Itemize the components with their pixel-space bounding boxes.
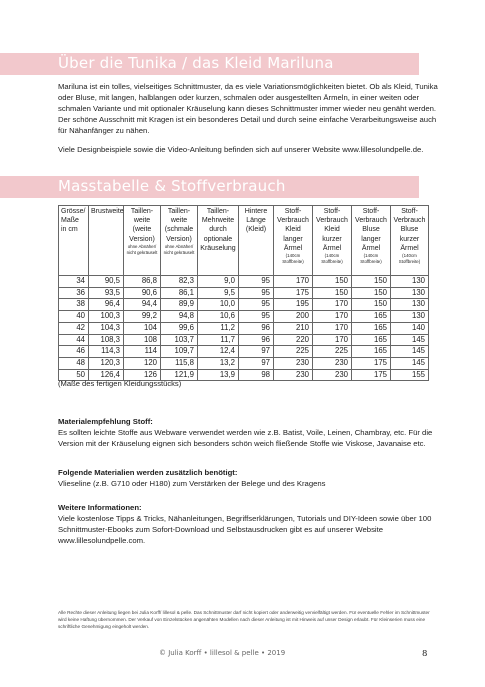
- table-cell: 109,7: [161, 346, 198, 358]
- table-cell: 150: [352, 276, 391, 288]
- table-cell: 145: [391, 346, 429, 358]
- section-title-tunika: Über die Tunika / das Kleid Mariluna: [58, 54, 334, 72]
- table-cell: 225: [313, 346, 352, 358]
- table-cell: 130: [391, 311, 429, 323]
- table-cell: 120: [124, 357, 161, 369]
- intro-paragraph: Mariluna ist ein tolles, vielseitiges Schnittmuster, da es viele Variationsmöglichkeiten bietet. Ob als Kleid, Tunika oder Bluse, mit langen, halblangen oder kurzen, schmalen oder ausgestellten Ärmeln, in einer weiten oder schmalen Variante und mit optionaler Kräuselung kann dieses Schnittmuster immer wieder neu genäht werden. Der schöne Ausschnitt mit Kragen ist ein besonderes Detail und durch seine einfache Verarbeitungsweise auch für Nähanfänger zu nähen.: [58, 82, 438, 136]
- table-cell: 225: [274, 346, 313, 358]
- table-cell: 175: [274, 287, 313, 299]
- table-cell: 121,9: [161, 369, 198, 381]
- video-paragraph: Viele Designbeispiele sowie die Video-Anleitung befinden sich auf unserer Website www.lillesolundpelle.de.: [58, 145, 424, 154]
- table-cell: 98: [239, 369, 274, 381]
- needed-paragraph: [58, 467, 438, 489]
- table-row: [59, 357, 429, 369]
- needed-text: Vlieseline (z.B. G710 oder H180) zum Verstärken der Belege und des Kragens: [58, 479, 326, 489]
- info-text: Viele kostenlose Tipps & Tricks, Nähanleitungen, Begriffserklärungen, Tutorials und DIY-Ideen sowie über 100 Schnittmuster-Ebooks zum Sofort-Download und Selbstausdrucken gibt es auf unserer Website www.lillesolundpelle.com.: [58, 514, 432, 546]
- section-band-masstabelle: [0, 176, 419, 198]
- table-note: (Maße des fertigen Kleidungsstücks): [58, 379, 182, 388]
- table-cell: 165: [352, 311, 391, 323]
- table-cell: 200: [274, 311, 313, 323]
- header-cell: Taillen-weite (weite Version) ohne Abnäher/ nicht gekräuselt: [124, 206, 161, 276]
- table-cell: 145: [391, 334, 429, 346]
- table-cell: 115,8: [161, 357, 198, 369]
- table-cell: 99,2: [124, 311, 161, 323]
- table-row: [59, 334, 429, 346]
- table-cell: 130: [391, 287, 429, 299]
- table-cell: 95: [239, 276, 274, 288]
- table-cell: 86,8: [124, 276, 161, 288]
- table-cell: 104,3: [89, 322, 124, 334]
- table-cell: 11,2: [198, 322, 239, 334]
- table-cell: 93,5: [89, 287, 124, 299]
- table-cell: 130: [391, 299, 429, 311]
- table-cell: 170: [313, 334, 352, 346]
- table-cell: 94,8: [161, 311, 198, 323]
- table-cell: 38: [59, 299, 89, 311]
- table-cell: 86,1: [161, 287, 198, 299]
- section-band-tunika: [0, 53, 419, 75]
- table-cell: 97: [239, 346, 274, 358]
- table-cell: 130: [391, 276, 429, 288]
- table-cell: 230: [274, 357, 313, 369]
- table-cell: 145: [391, 357, 429, 369]
- header-cell: Grösse/ Maße in cm: [59, 206, 89, 276]
- table-cell: 50: [59, 369, 89, 381]
- table-cell: 170: [313, 311, 352, 323]
- table-row: [59, 346, 429, 358]
- table-cell: 89,9: [161, 299, 198, 311]
- table-header-row: [59, 206, 429, 276]
- table-cell: 170: [313, 299, 352, 311]
- table-cell: 10,6: [198, 311, 239, 323]
- table-cell: 230: [313, 357, 352, 369]
- table-cell: 34: [59, 276, 89, 288]
- header-cell: Hintere Länge (Kleid): [239, 206, 274, 276]
- table-cell: 230: [274, 369, 313, 381]
- table-cell: 99,6: [161, 322, 198, 334]
- table-cell: 175: [352, 369, 391, 381]
- materials-text: Es sollten leichte Stoffe aus Webware verwendet werden wie z.B. Batist, Voile, Leinen, Chambray, etc. Für die Version mit der Kräuselung eignen sich besonders schön weich fließende Stoffe wie Viskose, Javanaise etc.: [58, 428, 433, 449]
- table-cell: 108,3: [89, 334, 124, 346]
- table-cell: 195: [274, 299, 313, 311]
- table-cell: 90,5: [89, 276, 124, 288]
- table-cell: 13,9: [198, 369, 239, 381]
- table-cell: 165: [352, 322, 391, 334]
- page-number: 8: [422, 649, 428, 659]
- footer-copyright: © Julia Korff • lillesol & pelle • 2019: [159, 649, 286, 657]
- table-cell: 114: [124, 346, 161, 358]
- table-cell: 220: [274, 334, 313, 346]
- table-cell: 140: [391, 322, 429, 334]
- table-cell: 100,3: [89, 311, 124, 323]
- table-cell: 210: [274, 322, 313, 334]
- header-cell: Taillen-Mehrweite durch optionale Kräuselung: [198, 206, 239, 276]
- header-cell: Stoff-Verbrauch Kleid kurzer Ärmel (140cm Stoffbreite): [313, 206, 352, 276]
- needed-heading: Folgende Materialien werden zusätzlich benötigt:: [58, 468, 238, 477]
- table-cell: 12,4: [198, 346, 239, 358]
- table-cell: 46: [59, 346, 89, 358]
- table-cell: 150: [352, 287, 391, 299]
- table-cell: 150: [313, 287, 352, 299]
- table-cell: 40: [59, 311, 89, 323]
- table-cell: 150: [313, 276, 352, 288]
- table-cell: 103,7: [161, 334, 198, 346]
- table-cell: 95: [239, 287, 274, 299]
- table-cell: 96: [239, 334, 274, 346]
- table-cell: 175: [352, 357, 391, 369]
- info-heading: Weitere Informationen:: [58, 503, 142, 512]
- table-cell: 170: [313, 322, 352, 334]
- table-row: [59, 311, 429, 323]
- header-cell: Stoff-Verbrauch Bluse langer Ärmel (140cm Stoffbreite): [352, 206, 391, 276]
- table-cell: 94,4: [124, 299, 161, 311]
- table-cell: 95: [239, 299, 274, 311]
- table-cell: 96: [239, 322, 274, 334]
- info-paragraph: [58, 502, 438, 546]
- table-cell: 108: [124, 334, 161, 346]
- materials-heading: Materialempfehlung Stoff:: [58, 417, 153, 426]
- table-cell: 44: [59, 334, 89, 346]
- table-cell: 230: [313, 369, 352, 381]
- table-cell: 104: [124, 322, 161, 334]
- table-cell: 120,3: [89, 357, 124, 369]
- table-cell: 9,5: [198, 287, 239, 299]
- table-cell: 165: [352, 334, 391, 346]
- table-cell: 97: [239, 357, 274, 369]
- table-cell: 13,2: [198, 357, 239, 369]
- table-cell: 95: [239, 311, 274, 323]
- table-row: [59, 287, 429, 299]
- size-table: [58, 205, 429, 381]
- table-cell: 126,4: [89, 369, 124, 381]
- table-row: [59, 299, 429, 311]
- table-cell: 155: [391, 369, 429, 381]
- table-cell: 36: [59, 287, 89, 299]
- table-row: [59, 276, 429, 288]
- table-cell: 96,4: [89, 299, 124, 311]
- header-cell: Stoff-Verbrauch Kleid langer Ärmel (140cm Stoffbreite): [274, 206, 313, 276]
- table-cell: 170: [274, 276, 313, 288]
- table-row: [59, 322, 429, 334]
- table-cell: 90,6: [124, 287, 161, 299]
- header-cell: Taillen-weite (schmale Version) ohne Abnäher/ nicht gekräuselt: [161, 206, 198, 276]
- table-cell: 10,0: [198, 299, 239, 311]
- table-cell: 150: [352, 299, 391, 311]
- header-cell: Stoff-Verbrauch Bluse kurzer Ärmel (140cm Stoffbreite): [391, 206, 429, 276]
- table-body: [59, 276, 429, 381]
- table-cell: 165: [352, 346, 391, 358]
- table-cell: 9,0: [198, 276, 239, 288]
- materials-paragraph: [58, 416, 438, 449]
- table-cell: 48: [59, 357, 89, 369]
- table-cell: 114,3: [89, 346, 124, 358]
- header-cell: Brustweite: [89, 206, 124, 276]
- section-title-masstabelle: Masstabelle & Stoffverbrauch: [58, 177, 286, 195]
- table-cell: 82,3: [161, 276, 198, 288]
- legal-notice: Alle Rechte dieser Anleitung liegen bei Julia Korff/ lillesol & pelle. Das Schnittmuster darf nicht kopiert oder anderweitig vervielfältigt werden. Für eventuelle Fehler im Schnittmuster wird keine Haftung übernommen. Der Verkauf von Einzelstücken angenähten Modellen nach dieser Anleitung ist mit Hinweis auf unser Design erlaubt. Für Kleinserien muss eine schriftliche Genehmigung eingeholt werden.: [58, 610, 430, 630]
- table-cell: 126: [124, 369, 161, 381]
- table-cell: 42: [59, 322, 89, 334]
- table-cell: 11,7: [198, 334, 239, 346]
